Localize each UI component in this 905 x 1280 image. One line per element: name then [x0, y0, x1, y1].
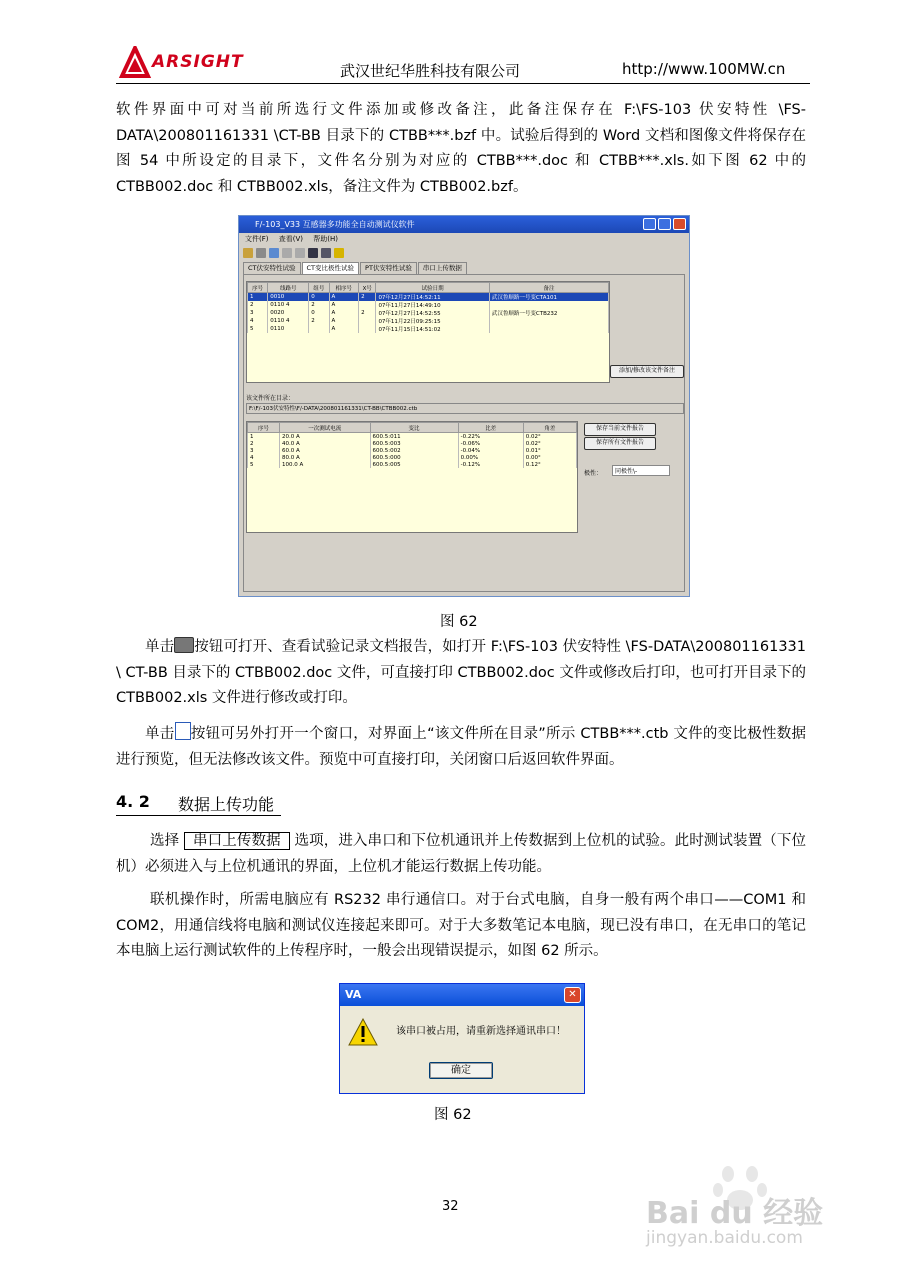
table-cell: 5 — [248, 461, 280, 468]
table-cell: 0.01° — [523, 447, 576, 454]
text: 单击 — [145, 639, 175, 655]
table-cell: 0110 — [268, 325, 309, 333]
tab-pt-voltampere[interactable]: PT伏安特性试验 — [360, 262, 417, 274]
table-cell: A — [329, 293, 359, 302]
minimize-icon[interactable] — [643, 218, 656, 230]
table-cell: 600.5:000 — [370, 454, 458, 461]
table-cell: 20.0 A — [279, 433, 370, 441]
polarity-label: 极性： — [584, 470, 603, 477]
save-icon[interactable] — [308, 248, 318, 258]
tab-panel — [243, 274, 685, 592]
copy-icon[interactable] — [321, 248, 331, 258]
table-cell: 2 — [359, 293, 376, 302]
dir-label: 该文件所在目录： — [246, 395, 295, 402]
table-cell: 0110 4 — [268, 317, 309, 325]
table-cell: 2 — [309, 301, 329, 309]
table-cell: 60.0 A — [279, 447, 370, 454]
company-url: http://www.100MW.cn — [622, 60, 786, 78]
paragraph-print — [116, 635, 806, 712]
window-controls — [643, 218, 686, 230]
table-cell: 2 — [359, 309, 376, 317]
table-cell: 4 — [248, 317, 268, 325]
printer-icon — [174, 637, 194, 653]
text: 选择 — [150, 833, 180, 849]
table-cell: 100.0 A — [279, 461, 370, 468]
figure-caption-2: 图 62 — [434, 1107, 472, 1123]
watermark-brand: Bai du 经验 — [646, 1196, 824, 1231]
paragraph-rs232: 联机操作时，所需电脑应有 RS232 串行通信口。对于台式电脑，自身一般有两个串口——COM1 和 COM2，用通信线将电脑和测试仪连接起来即可。对于大多数笔记本电脑，现已没有串口，在无串口的笔记本电脑上运行测试软件的上传程序时，一般会出现错误提示，如图 62 所示。 — [116, 892, 806, 959]
watermark-site: jingyan.baidu.com — [646, 1228, 803, 1248]
save-all-reports-button[interactable]: 保存所有文件报告 — [584, 437, 656, 450]
table-cell: 600.5:005 — [370, 461, 458, 468]
close-icon[interactable]: ✕ — [564, 987, 581, 1003]
data-table — [246, 421, 578, 533]
table-row[interactable] — [248, 433, 577, 441]
window-title: F/-103_V33 互感器多功能全自动测试仪软件 — [239, 216, 689, 233]
col-header: 线路号 — [268, 283, 309, 293]
company-name: 武汉世纪华胜科技有限公司 — [340, 62, 521, 80]
table-cell: A — [329, 301, 359, 309]
table-cell — [489, 325, 608, 333]
tab-serial-upload[interactable]: 串口上传数据 — [418, 262, 467, 274]
table-cell: 4 — [248, 454, 280, 461]
table-cell: 07年12月27日14:52:55 — [376, 309, 489, 317]
edit-icon[interactable] — [295, 248, 305, 258]
table-row[interactable] — [248, 301, 609, 309]
table-cell: -0.04% — [458, 447, 523, 454]
table-cell: 0.02° — [523, 440, 576, 447]
close-icon[interactable] — [673, 218, 686, 230]
polarity-field: 同极性\- — [612, 465, 670, 476]
table-row[interactable] — [248, 454, 577, 461]
table-cell: 0 — [309, 293, 329, 302]
toolbar — [241, 246, 689, 260]
table-cell: 07年11月15日14:51:02 — [376, 325, 489, 333]
header-divider — [116, 83, 810, 84]
maximize-icon[interactable] — [658, 218, 671, 230]
col-header: 序号 — [248, 423, 280, 433]
table-cell: 5 — [248, 325, 268, 333]
col-header: 序号 — [248, 283, 268, 293]
table-cell: 0.00% — [458, 454, 523, 461]
table-cell: 2 — [248, 440, 280, 447]
menu-bar — [241, 234, 687, 245]
table-cell: 0110 4 — [268, 301, 309, 309]
dir-path-field: F:\F/-103伏安特性\F/-DATA\200801161331\CT-BB\CTBB002.ctb — [246, 403, 684, 414]
paragraph-serial-option — [116, 829, 806, 880]
dialog-title: VA — [340, 984, 584, 1006]
table-cell — [489, 317, 608, 325]
preview-icon[interactable] — [269, 248, 279, 258]
table-cell: 1 — [248, 433, 280, 441]
figure-caption-1: 图 62 — [440, 614, 478, 630]
warning-icon — [348, 1018, 378, 1046]
table-cell: 600.5:002 — [370, 447, 458, 454]
print-icon[interactable] — [256, 248, 266, 258]
table-cell: 0.02° — [523, 433, 576, 441]
table-cell: 0 — [309, 309, 329, 317]
zoom-icon[interactable] — [282, 248, 292, 258]
table-cell: 武汉鲁顺路一号变CTA101 — [489, 293, 608, 302]
open-icon[interactable] — [243, 248, 253, 258]
table-cell: 0.00° — [523, 454, 576, 461]
baidu-watermark — [640, 1162, 850, 1252]
table-cell: 3 — [248, 447, 280, 454]
table-cell: 3 — [248, 309, 268, 317]
menu-view[interactable]: 查看(V) — [278, 235, 303, 243]
software-window — [238, 215, 690, 597]
table-cell — [489, 301, 608, 309]
table-cell: A — [329, 317, 359, 325]
table-row[interactable] — [248, 325, 609, 333]
table-row[interactable] — [248, 461, 577, 468]
table-cell: 80.0 A — [279, 454, 370, 461]
table-row[interactable] — [248, 317, 609, 325]
col-header: 相序号 — [329, 283, 359, 293]
table-cell: 600.5:003 — [370, 440, 458, 447]
table-cell: 1 — [248, 293, 268, 302]
table-cell: 40.0 A — [279, 440, 370, 447]
table-cell: A — [329, 309, 359, 317]
logo-mark-icon — [118, 46, 152, 78]
table-cell: 0020 — [268, 309, 309, 317]
file-list-table — [246, 281, 610, 383]
preview-icon — [175, 722, 191, 740]
table-cell: 2 — [309, 317, 329, 325]
paragraph-notes: 软件界面中可对当前所选行文件添加或修改备注，此备注保存在 F:\FS-103 伏安特性 \FS-DATA\200801161331 \CT-BB 目录下的 CTBB***.bzf 中。试验后得到的 Word 文档和图像文件将保存在图 54 中所设定的目录下，文件名分别为对应的 CTBB***.doc 和 CTBB***.xls.如下图 62 中的 CTBB002.doc 和 CTBB002.xls，备注文件为 CTBB002.bzf。 — [116, 102, 806, 195]
table-row[interactable] — [248, 447, 577, 454]
col-header: 角差 — [523, 423, 576, 433]
table-cell: 0010 — [268, 293, 309, 302]
table-cell: 07年11月27日14:49:10 — [376, 301, 489, 309]
col-header: 一次测试电流 — [279, 423, 370, 433]
table-row[interactable] — [248, 440, 577, 447]
company-logo — [118, 44, 244, 80]
ok-button[interactable]: 确定 — [429, 1062, 493, 1079]
col-header: 比差 — [458, 423, 523, 433]
save-current-report-button[interactable]: 保存当前文件报告 — [584, 423, 656, 436]
error-dialog — [339, 983, 585, 1094]
table-cell: 07年11月22日09:25:15 — [376, 317, 489, 325]
table-cell: 0.12° — [523, 461, 576, 468]
tab-ct-ratio-polarity[interactable]: CT变比极性试验 — [302, 262, 360, 274]
table-cell: 武汉鲁顺路一号变CTB232 — [489, 309, 608, 317]
tab-bar — [243, 262, 468, 274]
table-cell — [359, 301, 376, 309]
logo-text: ARSIGHT — [152, 52, 244, 72]
text: 按钮可另外打开一个窗口，对界面上“该文件所在目录”所示 CTBB***.ctb 文件的变比极性数据进行预览，但无法修改该文件。预览中可直接打印，关闭窗口后返回软件界面。 — [116, 726, 807, 768]
col-header: 试验日期 — [376, 283, 489, 293]
section-title: 数据上传功能 — [178, 795, 275, 814]
section-number: 4. 2 — [116, 792, 150, 811]
section-underline — [116, 815, 281, 816]
table-cell: A — [329, 325, 359, 333]
table-cell — [359, 317, 376, 325]
table-row[interactable] — [248, 293, 609, 302]
col-header: X号 — [359, 283, 376, 293]
table-cell: -0.06% — [458, 440, 523, 447]
menu-help[interactable]: 帮助(H) — [313, 235, 338, 243]
text: 选项，进入串口和下位机通讯并上传数据到上位机的试验。此时测试装置（下位机）必须进入与上位机通讯的界面，上位机才能运行数据上传功能。 — [116, 833, 807, 875]
table-cell — [359, 325, 376, 333]
edit-remark-button[interactable]: 添加/修改该文件备注 — [610, 365, 684, 378]
table-row[interactable] — [248, 309, 609, 317]
table-cell: -0.22% — [458, 433, 523, 441]
col-header: 组号 — [309, 283, 329, 293]
col-header: 备注 — [489, 283, 608, 293]
col-header: 变比 — [370, 423, 458, 433]
tab-ct-voltampere[interactable]: CT伏安特性试验 — [243, 262, 301, 274]
menu-file[interactable]: 文件(F) — [245, 235, 269, 243]
table-cell: -0.12% — [458, 461, 523, 468]
table-cell: 600.5:011 — [370, 433, 458, 441]
help-icon[interactable] — [334, 248, 344, 258]
table-cell: 2 — [248, 301, 268, 309]
serial-upload-option: 串口上传数据 — [184, 832, 290, 850]
text: 按钮可打开、查看试验记录文档报告，如打开 F:\FS-103 伏安特性 \FS-DATA\200801161331 \ CT-BB 目录下的 CTBB002.doc 文件，可直接打印 CTBB002.doc 文件或修改后打印，也可打开目录下的 CTBB002.xls 文件进行修改或打印。 — [116, 639, 807, 706]
table-cell — [309, 325, 329, 333]
page-number: 32 — [442, 1199, 459, 1214]
table-cell: 07年12月27日14:52:11 — [376, 293, 489, 302]
paragraph-preview — [116, 722, 806, 773]
text: 单击 — [145, 726, 175, 742]
dialog-message: 该串口被占用，请重新选择通讯串口！ — [396, 1026, 566, 1037]
